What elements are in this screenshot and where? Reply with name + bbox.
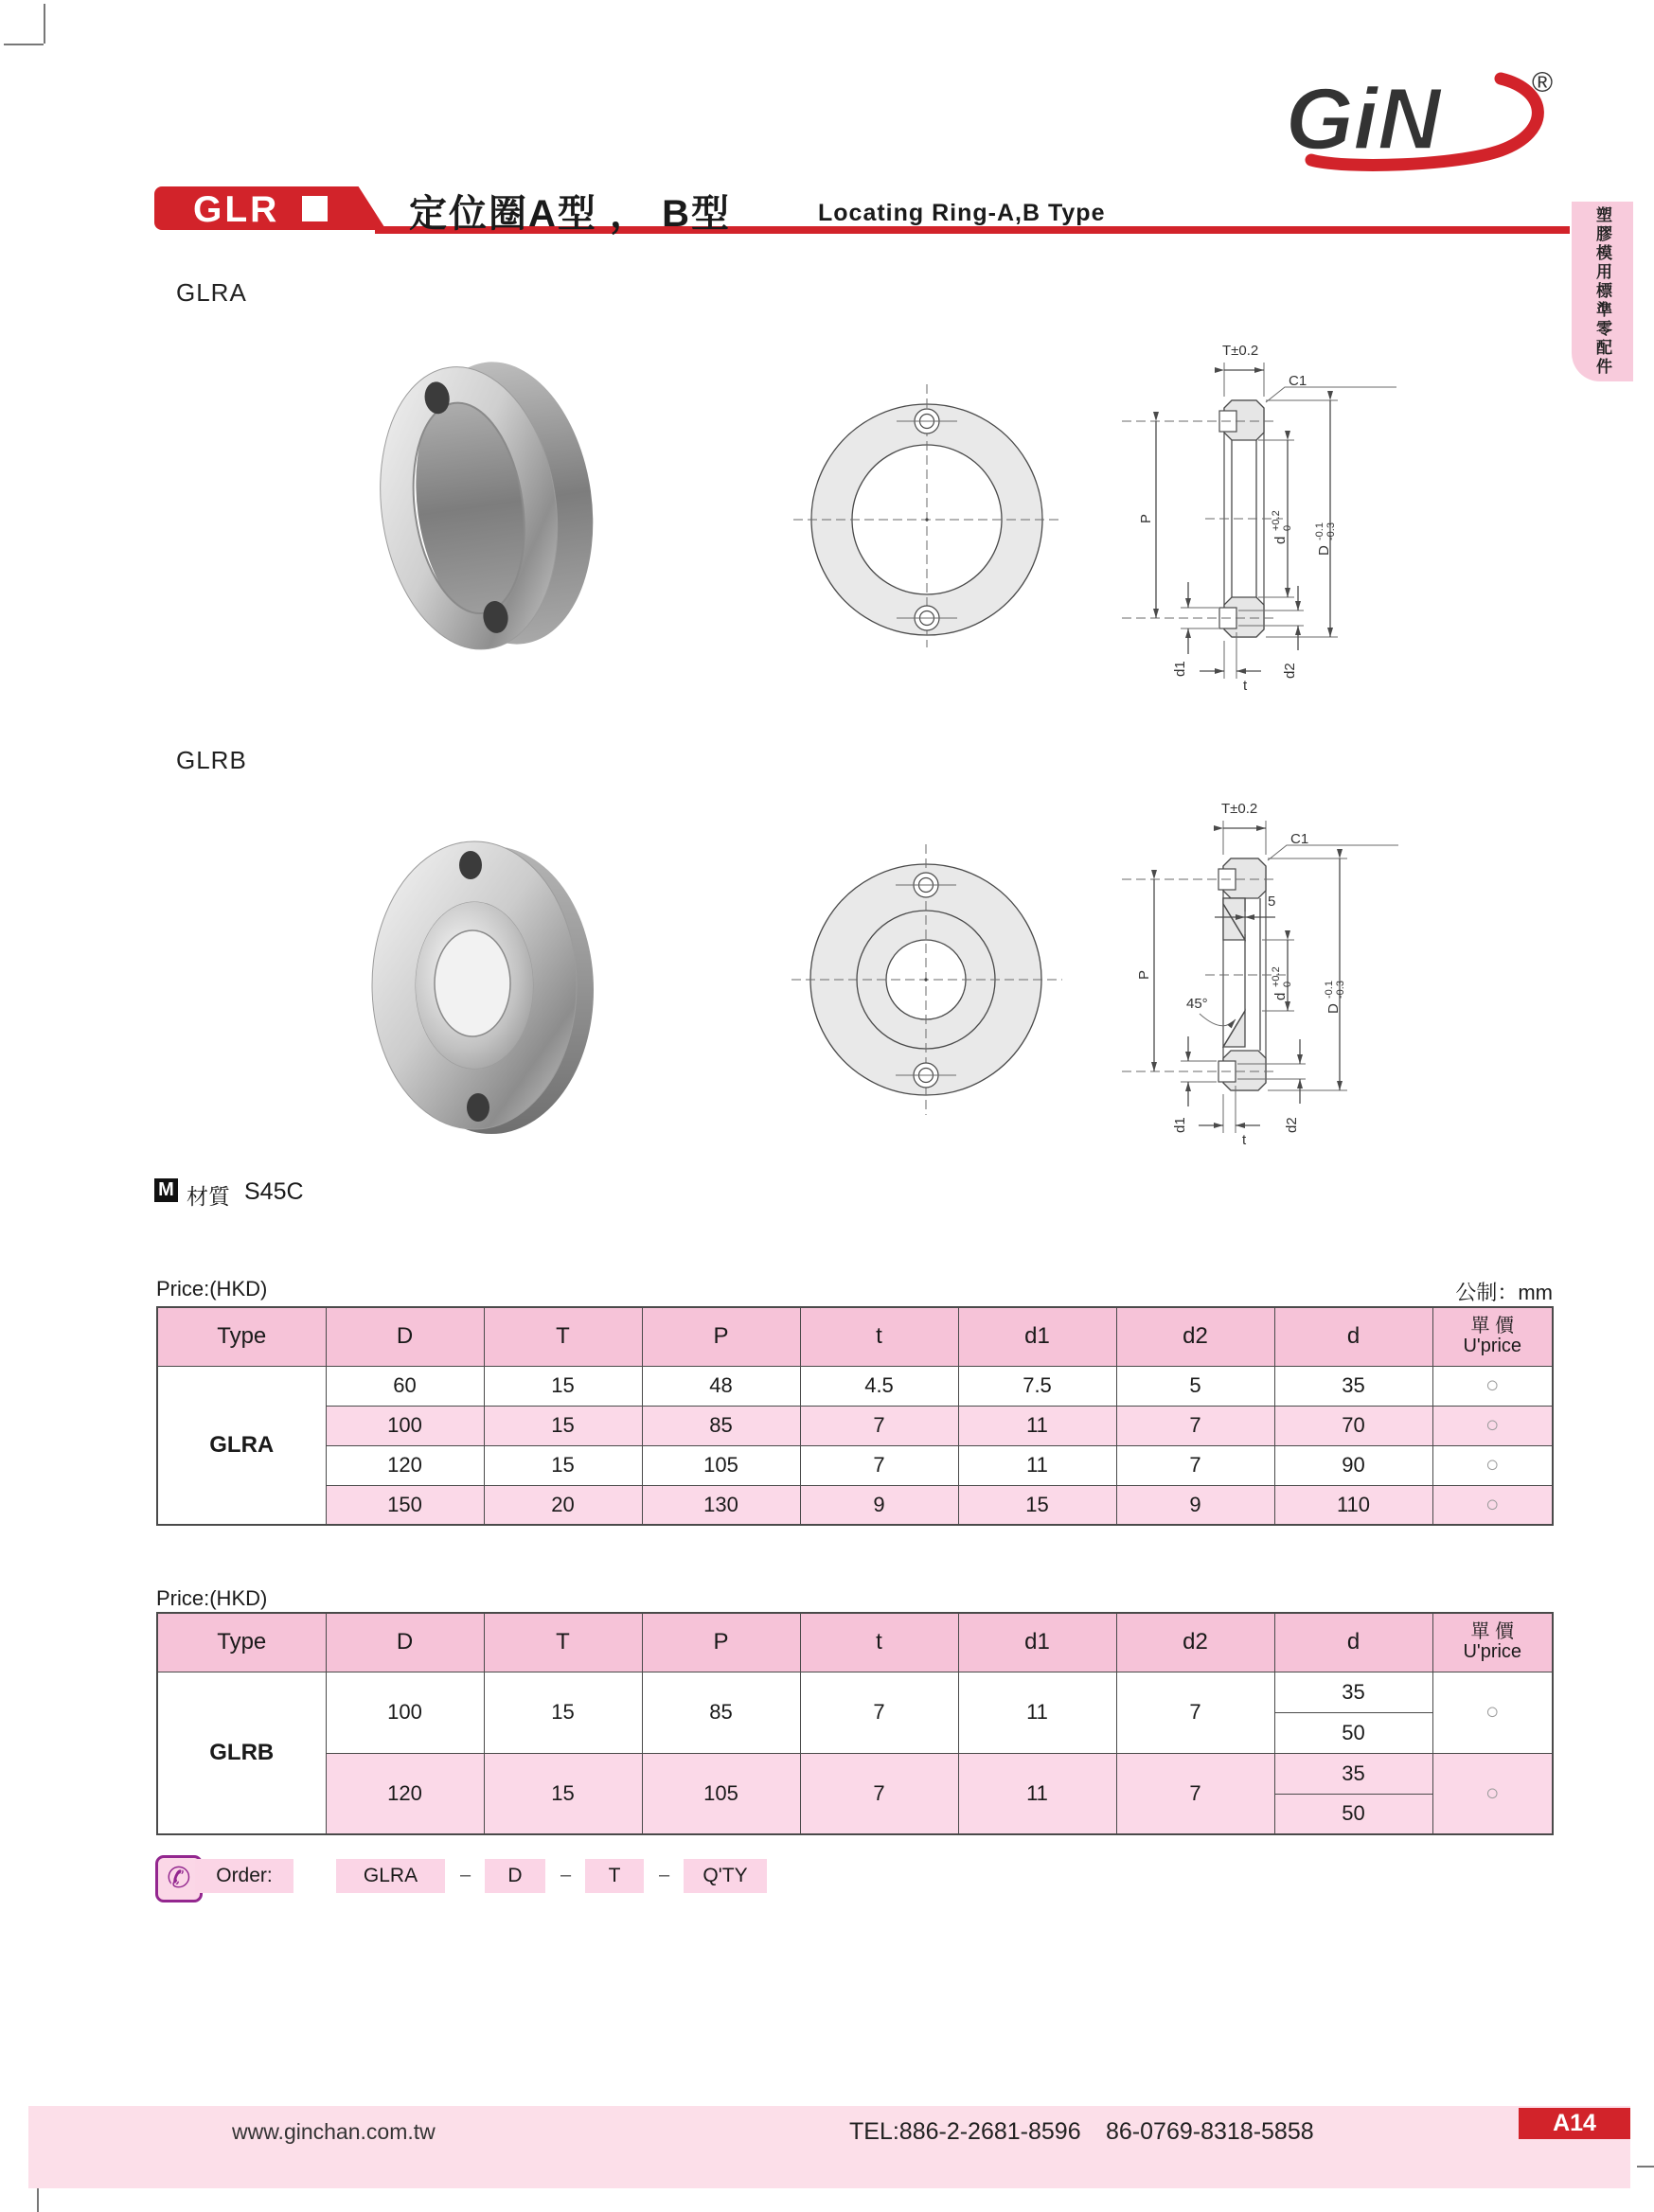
cell: 4.5 (800, 1366, 958, 1406)
dim-label: P (1138, 513, 1154, 523)
cell: 11 (958, 1753, 1116, 1834)
cell: 50 (1274, 1712, 1432, 1753)
dim-label: d (1272, 992, 1289, 1000)
glrb-front-view-drawing (786, 831, 1070, 1136)
dim-tol: 0 (1282, 524, 1293, 531)
col-header-uprice-zh: 單 價 (1470, 1621, 1515, 1643)
cell: 15 (484, 1406, 642, 1445)
cell: 7 (800, 1445, 958, 1485)
cell: 7 (1116, 1753, 1274, 1834)
col-header-uprice-zh: 單 價 (1470, 1316, 1515, 1337)
col-header-d1: d1 (958, 1613, 1116, 1672)
material-icon: M (154, 1178, 178, 1202)
page-title-zh: 定位圈A型 ， B型 (409, 193, 731, 235)
cell: 35 (1274, 1366, 1432, 1406)
cell: 9 (800, 1485, 958, 1525)
cell: 85 (642, 1672, 800, 1753)
order-code: GLRA (336, 1859, 445, 1893)
cell: 150 (326, 1485, 484, 1525)
cell: 7 (1116, 1445, 1274, 1485)
uprice-circle: ○ (1432, 1406, 1553, 1445)
cell: 110 (1274, 1485, 1432, 1525)
cell: 48 (642, 1366, 800, 1406)
cell: 105 (642, 1445, 800, 1485)
table-row (157, 1672, 1553, 1712)
dim-label: C1 (1290, 831, 1309, 847)
cell: 11 (958, 1406, 1116, 1445)
cell: 90 (1274, 1445, 1432, 1485)
table-row (157, 1406, 1553, 1445)
cell: 15 (484, 1753, 642, 1834)
page-title-en: Locating Ring-A,B Type (818, 200, 1106, 226)
uprice-circle: ○ (1432, 1672, 1553, 1753)
dim-label: d1 (1172, 661, 1188, 677)
cell: 7 (800, 1406, 958, 1445)
dim-label: D (1325, 1003, 1342, 1014)
col-header-d2: d2 (1116, 1613, 1274, 1672)
dim-tol: -0.1 (1324, 981, 1335, 999)
category-side-tab (1572, 202, 1633, 381)
dim-tol: +0.2 (1271, 510, 1282, 531)
glra-section-label: GLRA (176, 278, 247, 307)
gin-logo-reg: ® (1532, 67, 1554, 98)
cell: 70 (1274, 1406, 1432, 1445)
cell: 7 (800, 1672, 958, 1753)
col-header-uprice (1432, 1307, 1553, 1366)
series-code: GLR (193, 189, 280, 230)
uprice-circle: ○ (1432, 1366, 1553, 1406)
cell: 11 (958, 1672, 1116, 1753)
cell: 5 (1116, 1366, 1274, 1406)
order-dash: – (460, 1865, 471, 1885)
glra-section-view-drawing (1094, 308, 1415, 705)
dim-tol: -0.3 (1335, 981, 1346, 999)
col-header-t: t (800, 1307, 958, 1366)
dim-label: d2 (1284, 1117, 1300, 1133)
dim-label: 45° (1186, 996, 1208, 1012)
col-header-type: Type (157, 1307, 326, 1366)
dim-label: D (1316, 545, 1332, 556)
cell: 120 (326, 1445, 484, 1485)
dim-tol: -0.3 (1325, 522, 1337, 540)
series-code-square (302, 196, 328, 221)
cell: 15 (484, 1445, 642, 1485)
glrb-product-photo (365, 831, 615, 1148)
col-header-D: D (326, 1613, 484, 1672)
order-dash: – (659, 1865, 670, 1885)
order-dash: – (560, 1865, 572, 1885)
crop-mark (4, 44, 44, 45)
col-header-d2: d2 (1116, 1307, 1274, 1366)
cell: 20 (484, 1485, 642, 1525)
col-header-type: Type (157, 1613, 326, 1672)
dim-label: T±0.2 (1221, 801, 1258, 817)
dim-label: T±0.2 (1222, 343, 1259, 359)
table-row (157, 1366, 1553, 1406)
dim-label: P (1136, 969, 1152, 980)
cell: 9 (1116, 1485, 1274, 1525)
cell: 7 (1116, 1406, 1274, 1445)
order-field-qty: Q'TY (684, 1859, 767, 1893)
dim-label: d (1272, 536, 1289, 544)
footer-phone-1: TEL:886-2-2681-8596 (849, 2118, 1081, 2145)
table-row (157, 1753, 1553, 1794)
cell: 15 (484, 1672, 642, 1753)
dim-tol: +0.2 (1271, 966, 1282, 987)
cell: 7 (800, 1753, 958, 1834)
col-header-P: P (642, 1307, 800, 1366)
dim-label: C1 (1289, 373, 1307, 389)
table-row (157, 1445, 1553, 1485)
col-header-P: P (642, 1613, 800, 1672)
cell: 105 (642, 1753, 800, 1834)
glrb-price-table (156, 1612, 1554, 1835)
col-header-d: d (1274, 1613, 1432, 1672)
glrb-section-view-drawing (1094, 781, 1415, 1178)
cell: 35 (1274, 1672, 1432, 1712)
cell: 85 (642, 1406, 800, 1445)
footer-phone-2: 86-0769-8318-5858 (1106, 2118, 1314, 2145)
crop-mark (1637, 2166, 1654, 2168)
cell: 15 (484, 1366, 642, 1406)
cell: 7 (1116, 1672, 1274, 1753)
cell: 11 (958, 1445, 1116, 1485)
cell: 100 (326, 1406, 484, 1445)
dim-label: t (1243, 678, 1248, 694)
dim-label: 5 (1268, 894, 1276, 910)
col-header-T: T (484, 1613, 642, 1672)
col-header-t: t (800, 1613, 958, 1672)
dim-label: d1 (1172, 1117, 1188, 1133)
table-row (157, 1485, 1553, 1525)
table2-price-label: Price:(HKD) (156, 1586, 268, 1610)
col-header-d: d (1274, 1307, 1432, 1366)
cell: 130 (642, 1485, 800, 1525)
type-cell: GLRB (157, 1672, 326, 1834)
dim-label: t (1242, 1132, 1247, 1148)
category-side-tab-text: 塑膠模用標準零配件 (1593, 206, 1611, 377)
cell: 100 (326, 1672, 484, 1753)
metric-unit-label: 公制：mm (1455, 1281, 1553, 1304)
dim-tol: -0.1 (1314, 522, 1325, 540)
dim-tol: 0 (1282, 981, 1293, 987)
gin-logo-text: GiN (1286, 71, 1441, 168)
glrb-section-label: GLRB (176, 746, 247, 774)
cell: 120 (326, 1753, 484, 1834)
order-field-t: T (585, 1859, 644, 1893)
cell: 50 (1274, 1794, 1432, 1834)
col-header-uprice-en: U'price (1463, 1641, 1522, 1663)
dim-label: d2 (1282, 663, 1298, 679)
col-header-D: D (326, 1307, 484, 1366)
page-number-badge: A14 (1519, 2108, 1630, 2139)
col-header-uprice-en: U'price (1463, 1336, 1522, 1357)
material-value: S45C (244, 1178, 304, 1205)
cell: 15 (958, 1485, 1116, 1525)
material-label: 材質 (187, 1184, 230, 1209)
uprice-circle: ○ (1432, 1445, 1553, 1485)
order-field-d: D (485, 1859, 545, 1893)
col-header-T: T (484, 1307, 642, 1366)
uprice-circle: ○ (1432, 1485, 1553, 1525)
crop-mark (44, 4, 45, 44)
uprice-circle: ○ (1432, 1753, 1553, 1834)
cell: 35 (1274, 1753, 1432, 1794)
col-header-d1: d1 (958, 1307, 1116, 1366)
glra-front-view-drawing (786, 358, 1070, 653)
footer-website: www.ginchan.com.tw (232, 2119, 436, 2144)
cell: 7.5 (958, 1366, 1116, 1406)
glra-price-table (156, 1306, 1554, 1526)
glra-product-photo (365, 343, 615, 669)
col-header-uprice (1432, 1613, 1553, 1672)
gin-logo (1259, 52, 1572, 180)
table1-price-label: Price:(HKD) (156, 1277, 268, 1301)
cell: 60 (326, 1366, 484, 1406)
order-label: Order: (195, 1859, 293, 1893)
type-cell: GLRA (157, 1366, 326, 1525)
phone-icon: ✆ (167, 1863, 191, 1894)
